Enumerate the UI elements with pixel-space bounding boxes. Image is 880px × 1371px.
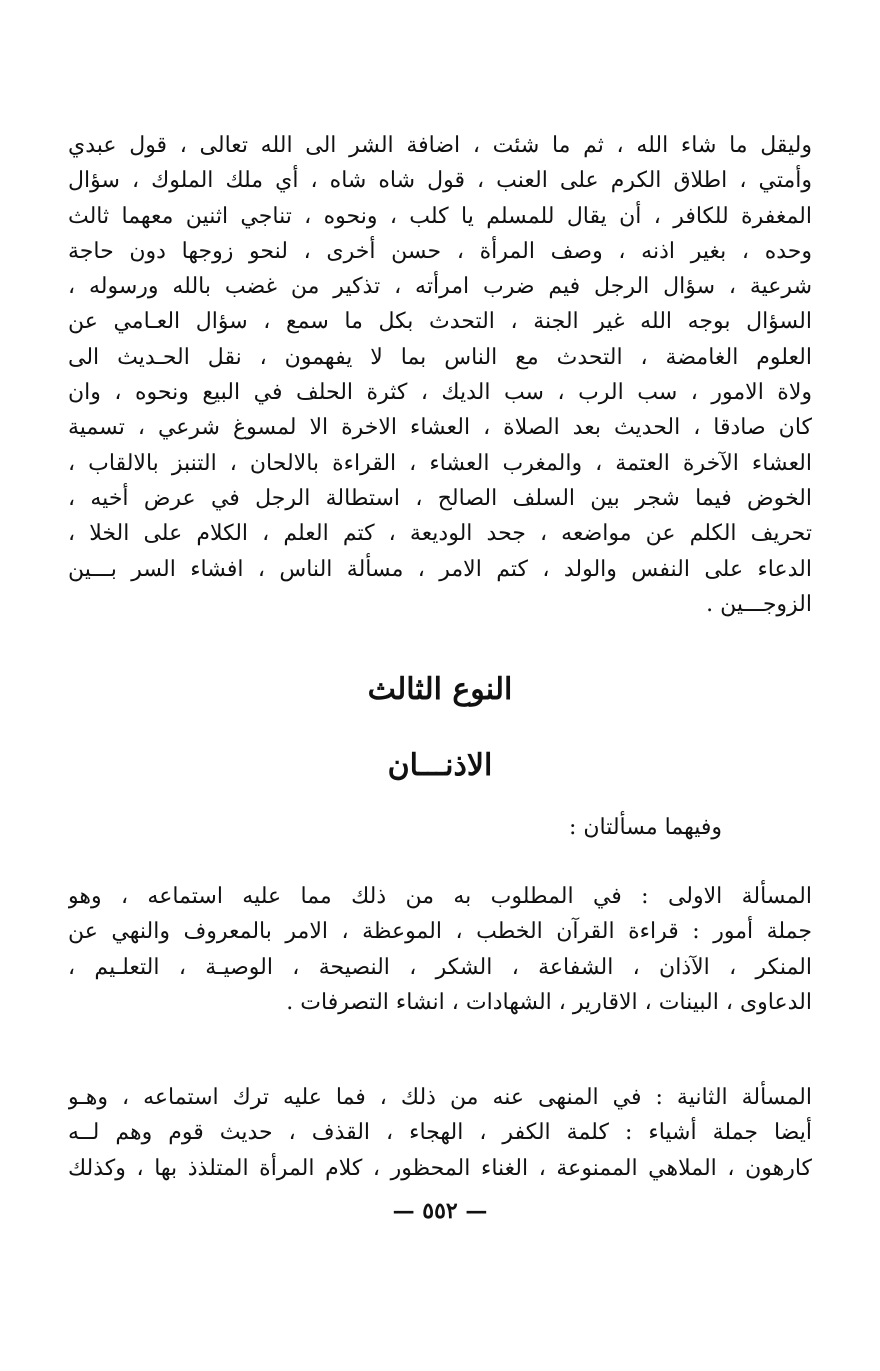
text-line: تحريف الكلم عن مواضعه ، جحد الوديعة ، كتم العلم ، الكلام على الخلا ، [68,521,812,547]
text-line: الخوض فيما شجر بين السلف الصالح ، استطالة الرجل في عرض أخيه ، [68,485,812,511]
text-line: كان صادقا ، الحديث بعد الصلاة ، العشاء الاخرة الا لمسوغ شرعي ، تسمية [68,415,812,441]
text-line: شرعية ، سؤال الرجل فيم ضرب امرأته ، تذكير من غضب بالله ورسوله ، [68,274,812,300]
text-line: المسألة الثانية : في المنهى عنه من ذلك ، فما عليه ترك استماعه ، وهـو [68,1085,812,1110]
text-line: العشاء الآخرة العتمة ، والمغرب العشاء ، القراءة بالالحان ، التنبز بالالقاب ، [68,450,812,476]
paragraph-prohibited-speech [68,128,812,622]
section-heading: النوع الثالث [367,672,513,707]
text-line: كارهون ، الملاهي الممنوعة ، الغناء المحظور ، كلام المرأة المتلذذ بها ، وكذلك [68,1155,812,1181]
text-line: العلوم الغامضة ، التحدث مع الناس بما لا يفهمون ، نقل الحـديث الى [68,344,812,370]
text-line: ولیقل ما شاء الله ، ثم ما شئت ، اضافة الشر الى الله تعالى ، قول عبدي [68,133,812,158]
section-subheading: الاذنـــان [387,748,493,783]
text-line: جملة أمور : قراءة القرآن الخطب ، الموعظة ، الامر بالمعروف والنهي عن [68,919,812,945]
intro-line: وفيهما مسألتان : [568,815,722,840]
page-number: — ٥٥٢ — [392,1198,488,1224]
text-line: الزوجـــين . [706,591,812,617]
text-line: وأمتي ، اطلاق الكرم على العنب ، قول شاه شاه ، أي ملك الملوك ، سؤال [68,168,812,194]
text-line: المنكر ، الآذان ، الشفاعة ، الشكر ، النصيحة ، الوصيـة ، التعلـيم ، [68,954,812,980]
text-line: الدعاوى ، البينات ، الاقارير ، الشهادات ، انشاء التصرفات . [286,989,812,1015]
text-line: الدعاء على النفس والولد ، كتم الامر ، مسألة الناس ، افشاء السر بـــين [68,556,812,582]
text-line: وحده ، بغير اذنه ، وصف المرأة ، حسن أخرى ، لنحو زوجها دون حاجة [68,238,812,264]
text-line: المسألة الاولى : في المطلوب به من ذلك مما عليه استماعه ، وهو [68,884,812,909]
text-line: السؤال بوجه الله غير الجنة ، التحدث بكل ما سمع ، سؤال العـامي عن [68,309,812,335]
text-line: أيضا جملة أشياء : كلمة الكفر ، الهجاء ، القذف ، حديث قوم وهم لــه [68,1120,812,1146]
text-line: المغفرة للكافر ، أن يقال للمسلم يا كلب ، ونحوه ، تناجي اثنين معهما ثالث [68,203,812,229]
paragraph-first-question [68,879,812,1020]
paragraph-second-question [68,1080,812,1186]
text-line: ولاة الامور ، سب الرب ، سب الديك ، كثرة الحلف في البيع ونحوه ، وان [68,380,812,406]
